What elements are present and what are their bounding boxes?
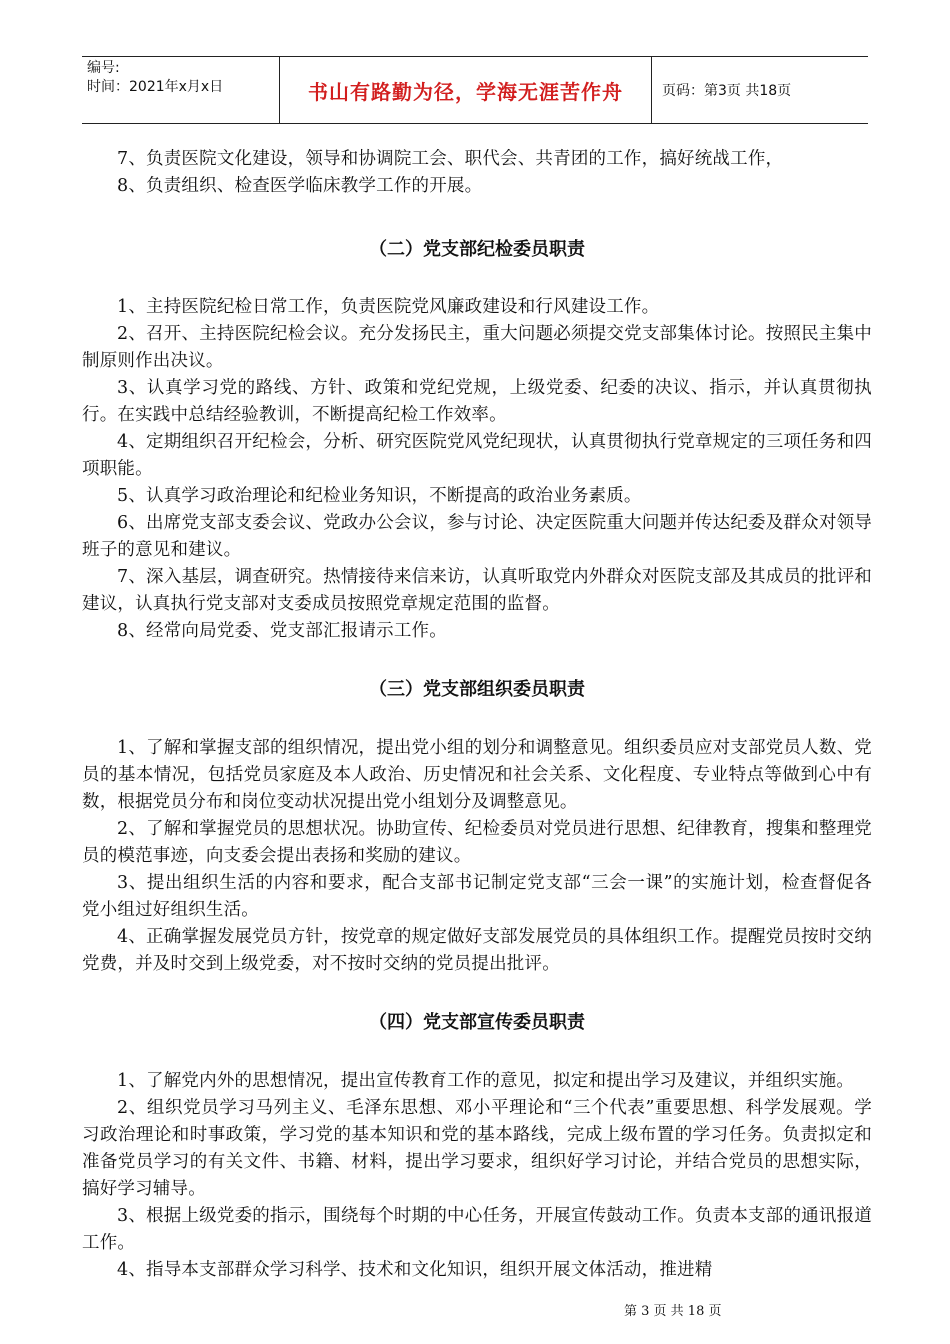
header-page-label: 页码：第3页 共18页 bbox=[662, 83, 792, 99]
paragraph: 2、了解和掌握党员的思想状况。协助宣传、纪检委员对党员进行思想、纪律教育，搜集和整理党员的模范事迹，向支委会提出表扬和奖励的建议。 bbox=[82, 819, 872, 866]
paragraph: 1、主持医院纪检日常工作，负责医院党风廉政建设和行风建设工作。 bbox=[117, 297, 660, 317]
page-footer: 第 3 页 共 18 页 bbox=[624, 1304, 722, 1319]
paragraph: 1、了解党内外的思想情况，提出宣传教育工作的意见，拟定和提出学习及建议，并组织实施。 bbox=[117, 1071, 855, 1091]
paragraph: 3、认真学习党的路线、方针、政策和党纪党规，上级党委、纪委的决议、指示，并认真贯彻执行。在实践中总结经验教训，不断提高纪检工作效率。 bbox=[82, 378, 872, 425]
paragraph: 3、提出组织生活的内容和要求，配合支部书记制定党支部“三会一课”的实施计划，检查督促各党小组过好组织生活。 bbox=[82, 873, 872, 920]
paragraph: 4、指导本支部群众学习科学、技术和文化知识，组织开展文体活动，推进精 bbox=[117, 1260, 713, 1280]
document-header bbox=[82, 56, 868, 124]
paragraph: 8、负责组织、检查医学临床教学工作的开展。 bbox=[117, 176, 483, 196]
paragraph: 2、召开、主持医院纪检会议。充分发扬民主，重大问题必须提交党支部集体讨论。按照民主集中制原则作出决议。 bbox=[82, 324, 872, 371]
paragraph: 7、负责医院文化建设，领导和协调院工会、职代会、共青团的工作，搞好统战工作， bbox=[117, 149, 784, 169]
header-motto: 书山有路勤为径，学海无涯苦作舟 bbox=[280, 57, 652, 123]
paragraph: 4、定期组织召开纪检会，分析、研究医院党风党纪现状，认真贯彻执行党章规定的三项任务和四项职能。 bbox=[82, 432, 872, 479]
paragraph: 1、了解和掌握支部的组织情况，提出党小组的划分和调整意见。组织委员应对支部党员人数、党员的基本情况，包括党员家庭及本人政治、历史情况和社会关系、文化程度、专业特点等做到心中有数，根据党员分布和岗位变动状况提出党小组划分及调整意见。 bbox=[82, 738, 872, 812]
header-meta-cell bbox=[82, 57, 280, 123]
paragraph: 3、根据上级党委的指示，围绕每个时期的中心任务，开展宣传鼓动工作。负责本支部的通讯报道工作。 bbox=[82, 1206, 872, 1253]
paragraph: 2、组织党员学习马列主义、毛泽东思想、邓小平理论和“三个代表”重要思想、科学发展观。学习政治理论和时事政策，学习党的基本知识和党的基本路线，完成上级布置的学习任务。负责拟定和准备党员学习的有关文件、书籍、材料，提出学习要求，组织好学习讨论，并结合党员的思想实际，搞好学习辅导。 bbox=[82, 1098, 872, 1199]
paragraph: 8、经常向局党委、党支部汇报请示工作。 bbox=[117, 621, 447, 641]
section-heading-discipline: （二）党支部纪检委员职责 bbox=[369, 239, 585, 260]
paragraph: 5、认真学习政治理论和纪检业务知识，不断提高的政治业务素质。 bbox=[117, 486, 642, 506]
paragraph: 6、出席党支部支委会议、党政办公会议，参与讨论、决定医院重大问题并传达纪委及群众对领导班子的意见和建议。 bbox=[82, 513, 872, 560]
section-heading-organization: （三）党支部组织委员职责 bbox=[369, 679, 585, 700]
paragraph: 4、正确掌握发展党员方针，按党章的规定做好支部发展党员的具体组织工作。提醒党员按时交纳党费，并及时交到上级党委，对不按时交纳的党员提出批评。 bbox=[82, 927, 872, 974]
section-heading-propaganda: （四）党支部宣传委员职责 bbox=[369, 1012, 585, 1033]
paragraph: 7、深入基层，调查研究。热情接待来信来访，认真听取党内外群众对医院支部及其成员的批评和建议，认真执行党支部对支委成员按照党章规定范围的监督。 bbox=[82, 567, 872, 614]
document-body bbox=[82, 146, 872, 1284]
header-date-label: 时间：2021年x月x日 bbox=[87, 79, 224, 95]
header-number-label: 编号: bbox=[87, 60, 120, 76]
